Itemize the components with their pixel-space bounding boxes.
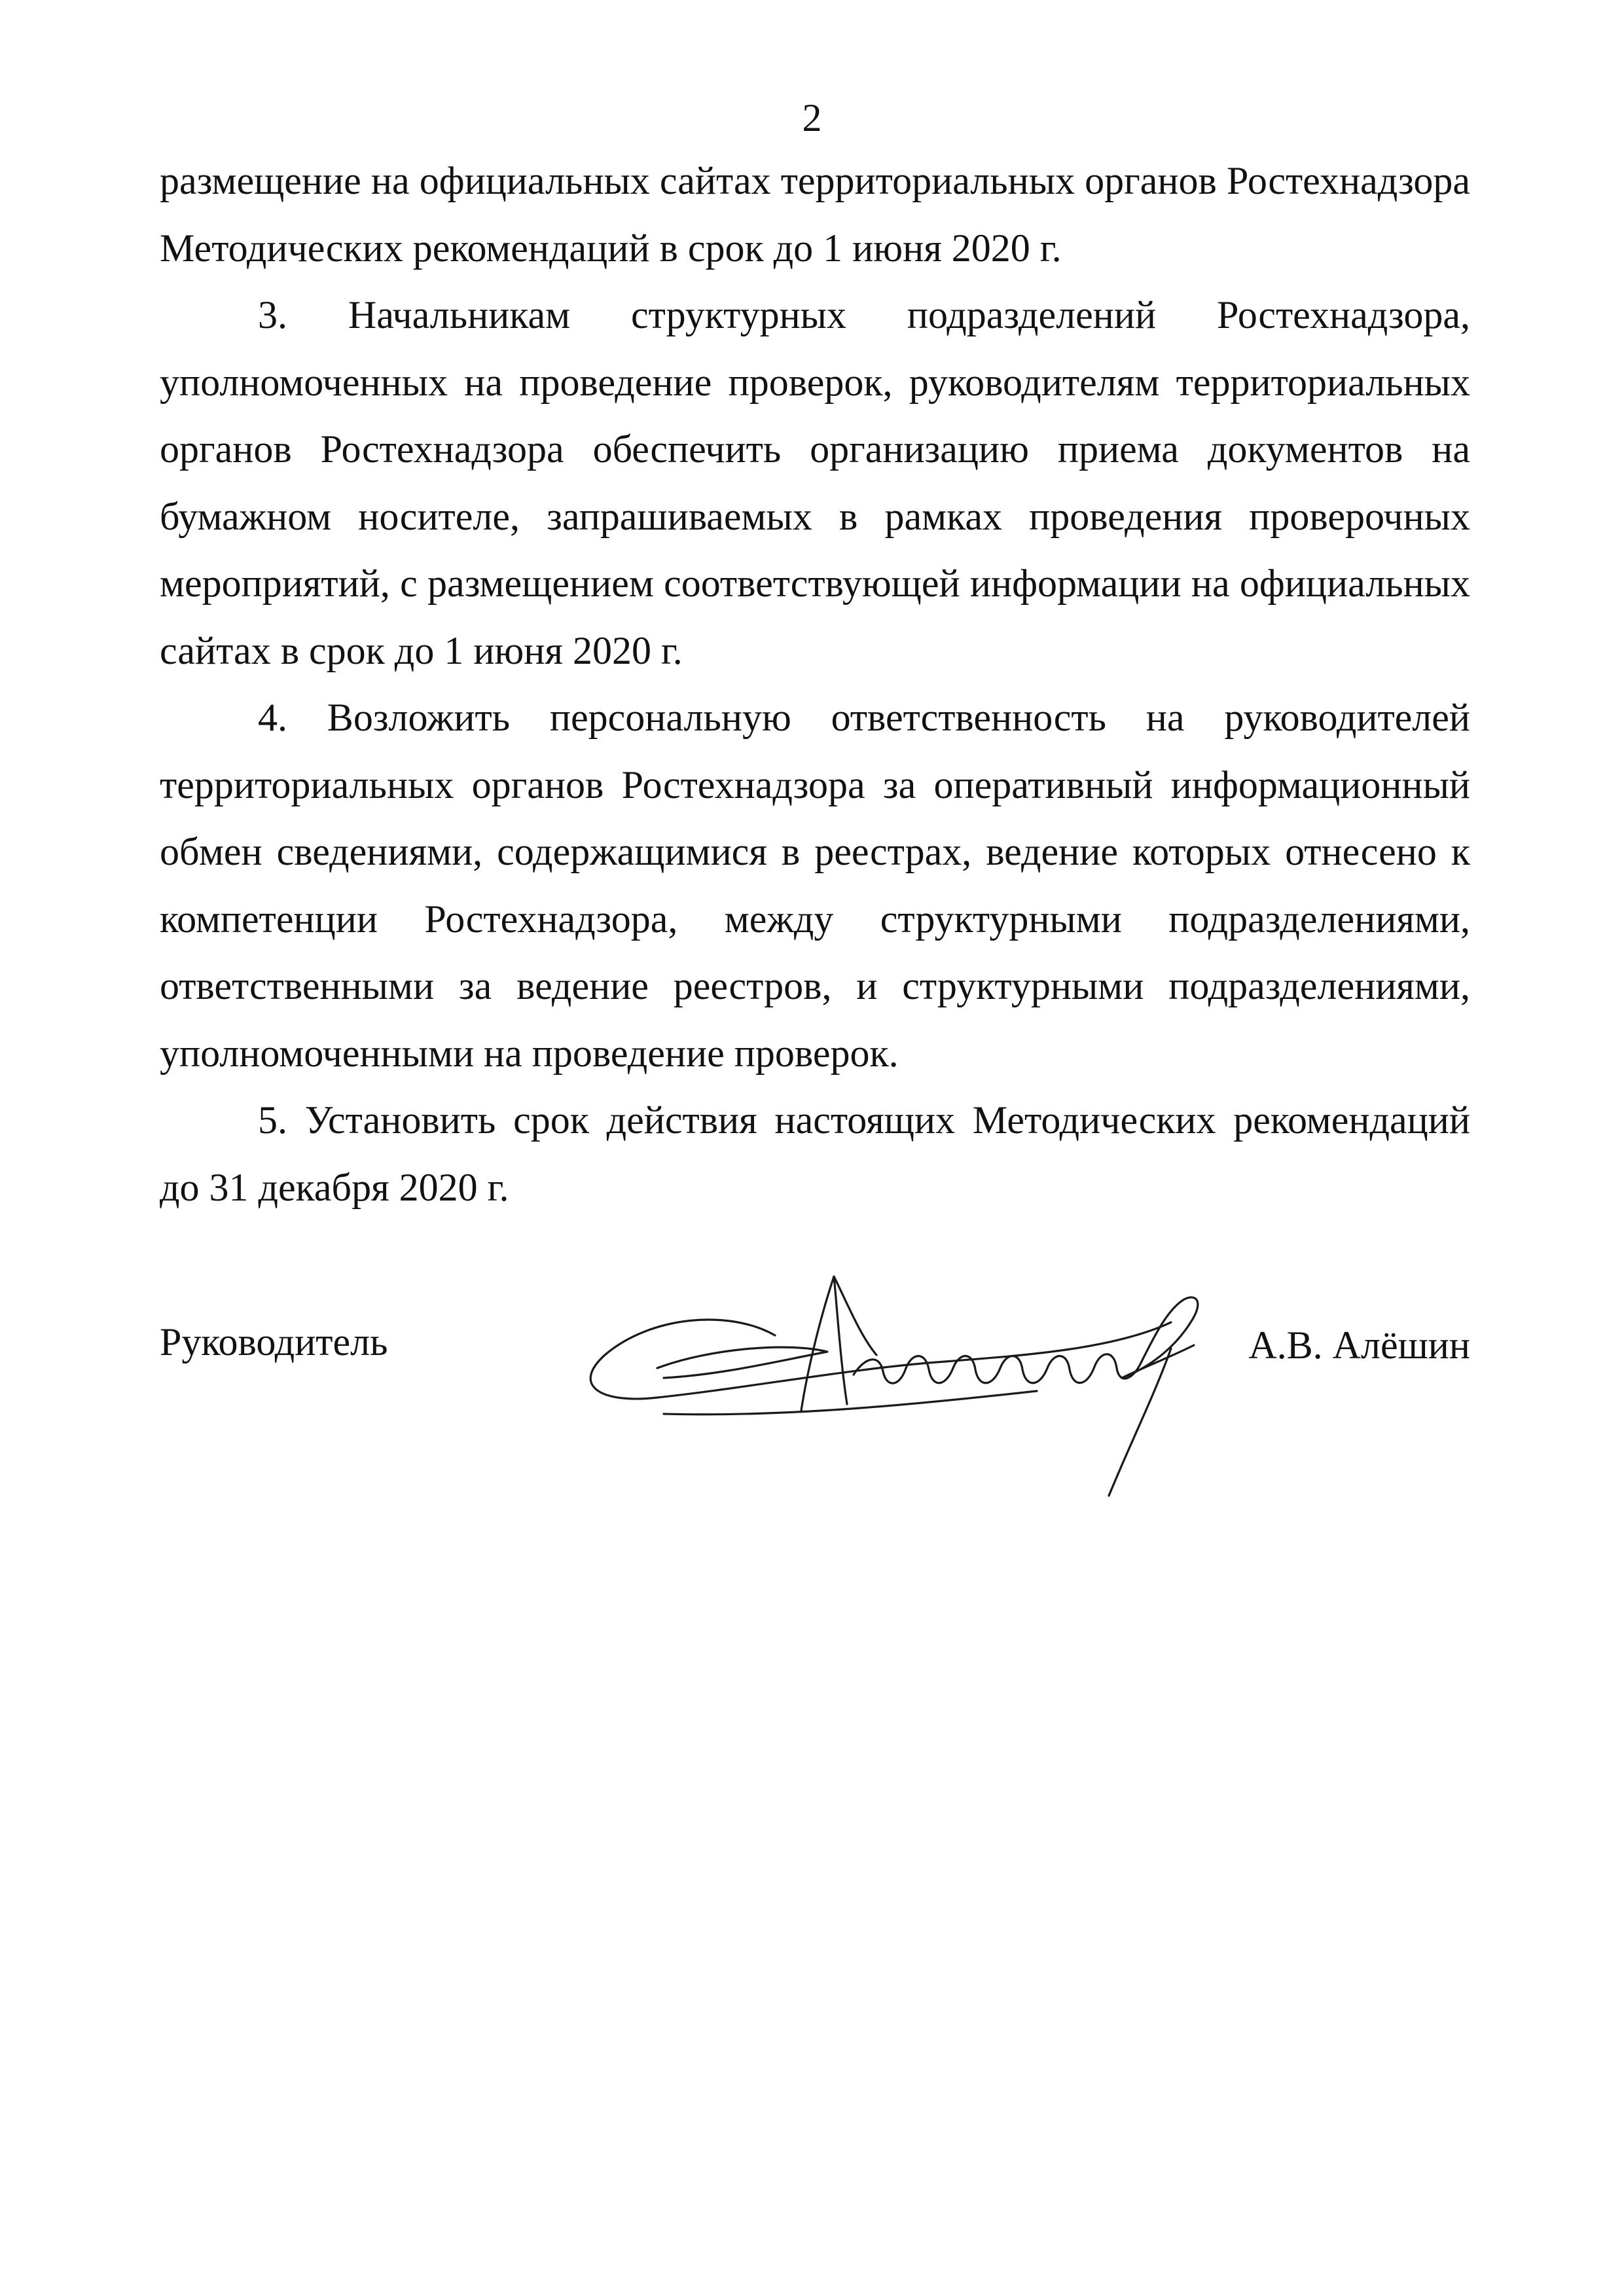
handwritten-signature [579, 1263, 1299, 1506]
paragraph-continuation: размещение на официальных сайтах территориальных органов Ростехнадзора Методических рекомендаций в срок до 1 июня 2020 г. [160, 159, 1470, 270]
paragraph-item-4: 4. Возложить персональную ответственность на руководителей территориальных органов Ростехнадзора за оперативный информационный обмен сведениями, содержащимися в реестрах, ведение которых отнесено к компетенции Ростехнадзора, между структурными подразделениями, ответственными за ведение реестров, и структурными подразделениями, уполномоченными на проведение проверок. [160, 696, 1470, 1075]
signatory-name: А.В. Алёшин [1248, 1324, 1470, 1367]
signatory-title: Руководитель [160, 1320, 388, 1364]
paragraph-item-3: 3. Начальникам структурных подразделений Ростехнадзора, уполномоченных на проведение проверок, руководителям территориальных органов Ростехнадзора обеспечить организацию приема документов на бумажном носителе, запрашиваемых в рамках проведения проверочных мероприятий, с размещением соответствующей информации на официальных сайтах в срок до 1 июня 2020 г. [160, 293, 1470, 672]
paragraph-item-5: 5. Установить срок действия настоящих Методических рекомендаций до 31 декабря 2020 г. [160, 1098, 1470, 1209]
signature-block [160, 1263, 1470, 1499]
document-body [160, 147, 1470, 1221]
page-number: 2 [802, 96, 822, 139]
